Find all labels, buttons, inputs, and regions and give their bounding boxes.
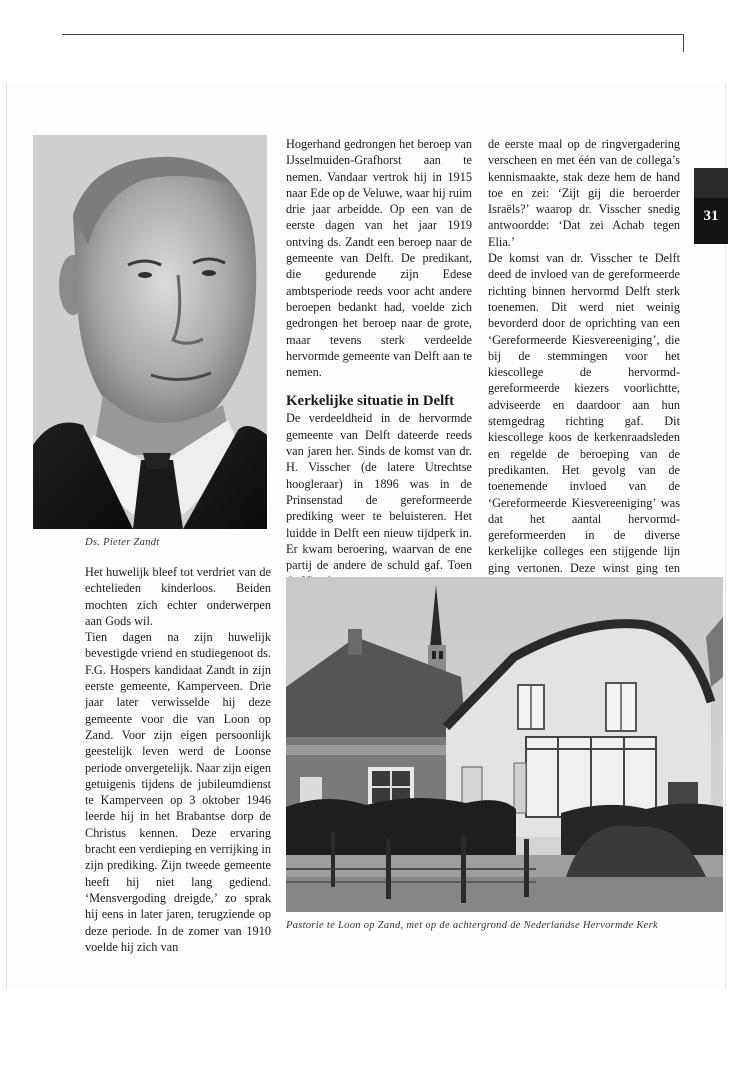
col2-paragraph-1: Hogerhand gedrongen het beroep van IJsselmuiden-Grafhorst aan te nemen. Vandaar vertrok hij in 1915 naar Ede op de Veluwe, waar hij ruim drie jaar arbeidde. Op een van de eerste dagen van het jaar 1919 ontving ds. Zandt een beroep naar de gemeente van Delft. De predikant, die gedurende zijn Edese ambtsperiode reeds voor acht andere beroepen bedankt had, voelde zich gedrongen het beroep naar de grote, maar tevens sterk verdeelde hervormde gemeente van Delft aan te nemen. bbox=[286, 137, 472, 380]
col3-paragraph-2: De komst van dr. Visscher te Delft deed de invloed van de gereformeerde richting binnen hervormd Delft sterk toenemen. Dit werd niet weinig bevorderd door de oprichting van een ‘Gereformeerde Kiesvereeniging’, die bij de stemmingen voor het kiescollege de hervormd-gereformeerde kiezers voorlichtte, adviseerde en daardoor aan hun stemgedrag richting gaf. Dit kiescollege koos de kerkenraadsleden en regelde de beroeping van de predikanten. Het gevolg van de toenemende invloed van de ‘Gereformeerde Kiesvereeniging’ was dat het aantal hervormd-gereformeerden in de diverse kerkelijke colleges een stijgende lijn ging vertonen. Deze winst ging ten bbox=[488, 251, 680, 575]
col1-paragraph-2: Tien dagen na zijn huwelijk bevestigde vriend en studiegenoot ds. F.G. Hospers kandidaat Zandt in zijn eerste gemeente, Kamperveen. Drie jaar later verwisselde hij deze gemeente voor die van Loon op Zand. Voor zijn eigen persoonlijk geestelijk leven werd de Loonse periode onvergetelijk. Naar zijn eigen getuigenis tijdens de jubileumdienst te Kamperveen op 3 oktober 1946 leerde hij in het Brabantse dorp de Christus kennen. Deze ervaring bracht een verdieping en verrijking in zijn prediking. Zijn tweede gemeente heeft hij niet lang gediend. ‘Mensvergoding dreigde,’ zo sprak hij eens in later jaren, terugziende op deze periode. In de zomer van 1910 voelde hij zich van bbox=[85, 630, 271, 954]
page-number: 31 bbox=[703, 208, 719, 224]
column-3 bbox=[488, 136, 680, 592]
page-left-edge bbox=[6, 84, 7, 988]
photo-caption: Pastorie te Loon op Zand, met op de achtergrond de Nederlandse Hervormde Kerk bbox=[286, 920, 658, 931]
page-number-tab-top bbox=[694, 168, 728, 198]
section-heading: Kerkelijke situatie in Delft bbox=[286, 393, 455, 410]
column-2 bbox=[286, 136, 472, 590]
parsonage-photo bbox=[286, 577, 723, 912]
col1-paragraph-1: Het huwelijk bleef tot verdriet van de echtelieden kinderloos. Beiden mochten zich echter onderwerpen aan Gods wil. bbox=[85, 565, 271, 628]
portrait-photo bbox=[33, 135, 267, 529]
portrait-caption: Ds. Pieter Zandt bbox=[85, 537, 160, 548]
header-rule-tick bbox=[683, 34, 684, 52]
column-1 bbox=[85, 564, 271, 955]
col3-paragraph-1: de eerste maal op de ringvergadering verscheen en met één van de collega’s kennismaakte, stak deze hem de hand toe en zei: ‘Zijt gij die beroerder Israëls?’ waarop dr. Visscher snedig antwoordde: ‘Dat zei Achab tegen Elia.’ bbox=[488, 137, 680, 249]
header-rule bbox=[62, 34, 684, 35]
col2-paragraph-2: De verdeeldheid in de hervormde gemeente van Delft dateerde reeds van jaren her. Sinds de komst van dr. H. Visscher (de latere Utrechtse hoogleraar) in 1896 was in de Prinsenstad de gereformeerde prediking weer te beluisteren. Het luidde in Delft een nieuw tijdperk in. Er kwam beroering, waarvan de ene partij de andere de schuld gaf. Toen bbox=[286, 411, 472, 573]
